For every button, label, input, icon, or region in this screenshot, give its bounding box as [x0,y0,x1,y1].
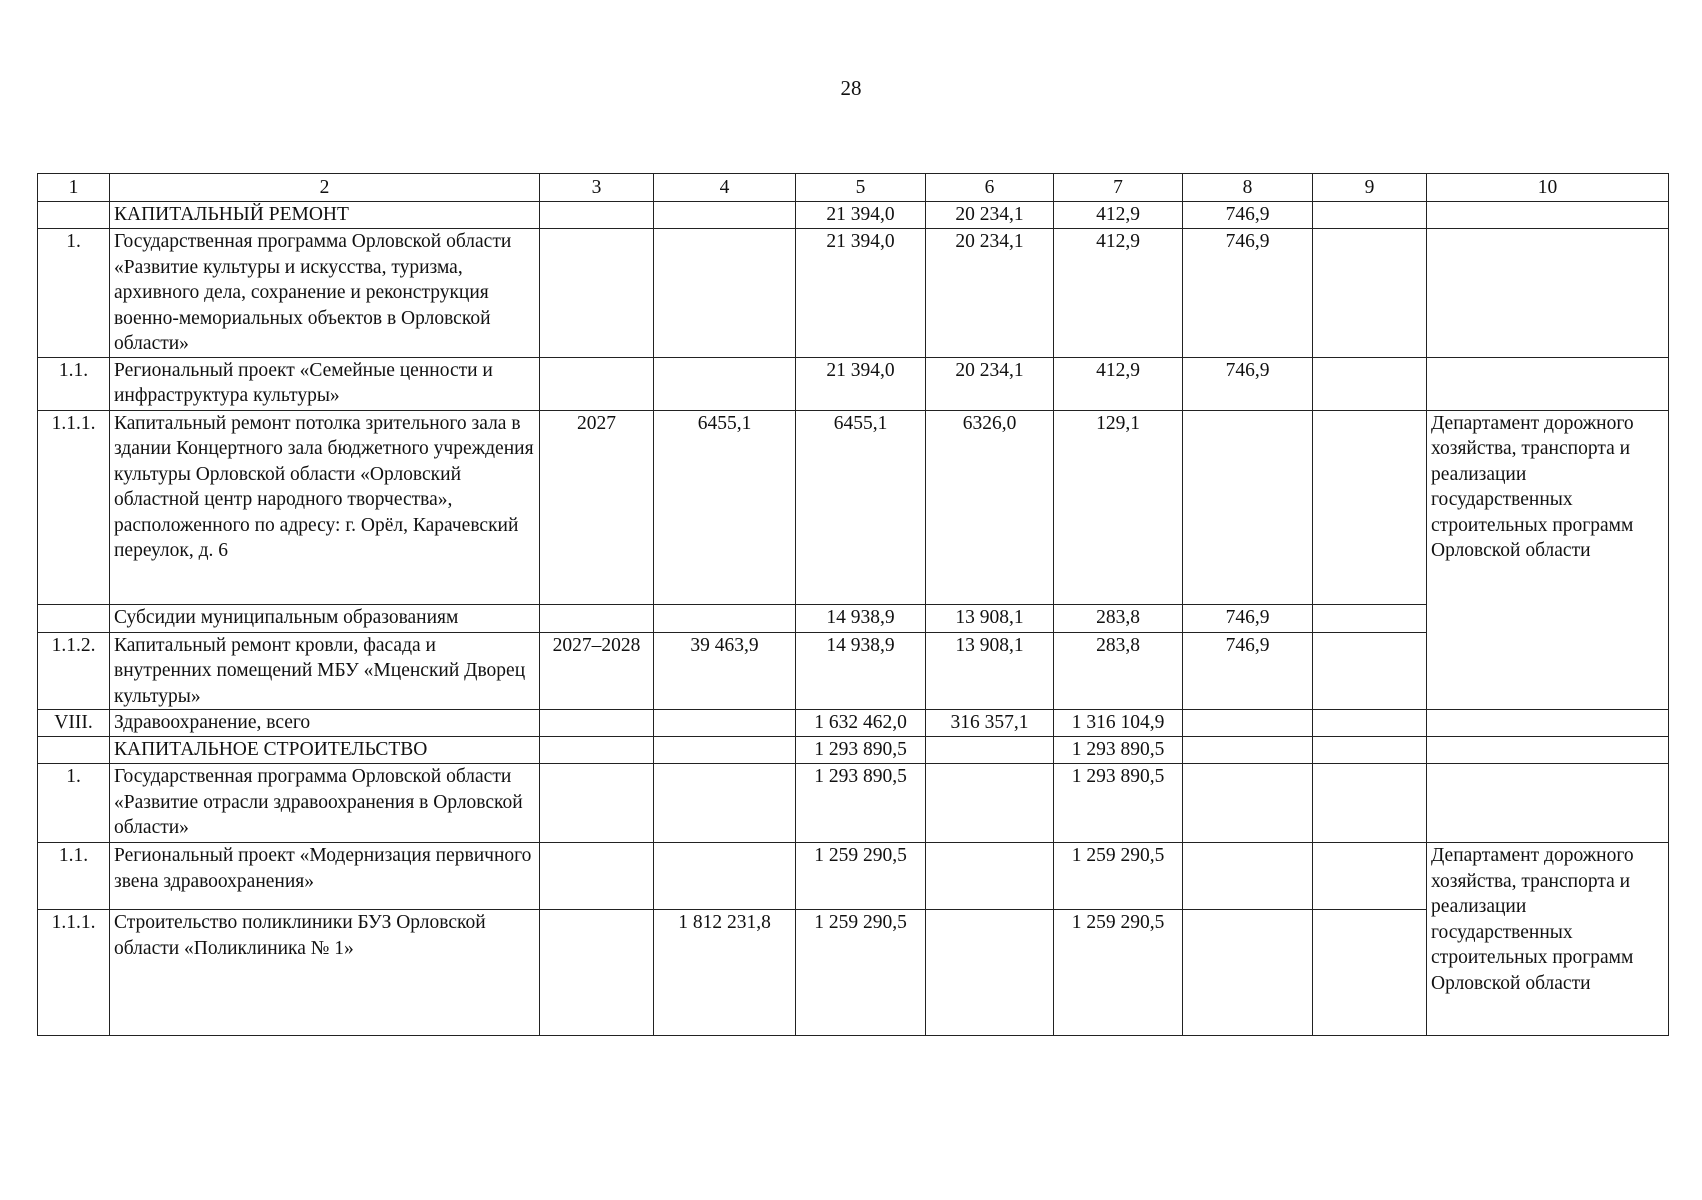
cell-value [1313,604,1427,632]
cell-value: 21 394,0 [796,202,926,229]
cell-value [926,843,1054,910]
cell-year [540,764,654,843]
budget-table [37,173,1669,1036]
cell-value [1183,710,1313,737]
cell-year: 2027 [540,410,654,604]
cell-department [1427,202,1669,229]
cell-value: 1 259 290,5 [796,910,926,1036]
cell-value: 1 316 104,9 [1054,710,1183,737]
cell-value: 1 632 462,0 [796,710,926,737]
cell-value [1313,737,1427,764]
cell-value [1183,843,1313,910]
cell-value [654,202,796,229]
column-header: 4 [654,174,796,202]
cell-value: 6455,1 [796,410,926,604]
table-row [38,357,1669,410]
cell-value: 20 234,1 [926,357,1054,410]
cell-value: 1 259 290,5 [796,843,926,910]
table-row [38,910,1669,1036]
cell-value: 21 394,0 [796,229,926,358]
row-title: Региональный проект «Семейные ценности и инфраструктура культуры» [110,357,540,410]
cell-value [654,604,796,632]
column-header: 3 [540,174,654,202]
cell-value [654,229,796,358]
row-number: 1.1.1. [38,410,110,604]
cell-year [540,710,654,737]
page-number: 28 [840,76,862,100]
cell-value: 412,9 [1054,229,1183,358]
row-title: Субсидии муниципальным образованиям [110,604,540,632]
cell-value [1313,764,1427,843]
cell-value: 1 812 231,8 [654,910,796,1036]
cell-value: 316 357,1 [926,710,1054,737]
cell-value [1183,910,1313,1036]
column-header: 5 [796,174,926,202]
cell-year [540,737,654,764]
table-row [38,229,1669,358]
cell-value: 39 463,9 [654,632,796,710]
cell-value: 746,9 [1183,604,1313,632]
row-title: Строительство поликлиники БУЗ Орловской области «Поликлиника № 1» [110,910,540,1036]
header-row [38,174,1669,202]
table-row [38,764,1669,843]
cell-value: 6326,0 [926,410,1054,604]
row-title: КАПИТАЛЬНЫЙ РЕМОНТ [110,202,540,229]
row-title: Здравоохранение, всего [110,710,540,737]
cell-value: 283,8 [1054,632,1183,710]
row-number: VIII. [38,710,110,737]
cell-value: 1 259 290,5 [1054,843,1183,910]
row-number: 1.1.1. [38,910,110,1036]
cell-value: 1 259 290,5 [1054,910,1183,1036]
row-number: 1. [38,764,110,843]
cell-value: 1 293 890,5 [796,737,926,764]
cell-value [654,764,796,843]
cell-value: 412,9 [1054,202,1183,229]
cell-value [654,843,796,910]
cell-value: 21 394,0 [796,357,926,410]
cell-value [926,737,1054,764]
cell-year [540,910,654,1036]
column-header: 6 [926,174,1054,202]
cell-value: 14 938,9 [796,604,926,632]
cell-year [540,202,654,229]
column-header: 10 [1427,174,1669,202]
cell-department [1427,357,1669,410]
cell-year [540,229,654,358]
cell-value: 20 234,1 [926,229,1054,358]
cell-value [654,710,796,737]
cell-value [1313,357,1427,410]
table-row [38,604,1669,632]
row-title: Капитальный ремонт кровли, фасада и внутренних помещений МБУ «Мценский Дворец культуры» [110,632,540,710]
cell-year: 2027–2028 [540,632,654,710]
cell-year [540,604,654,632]
cell-department: Департамент дорожного хозяйства, транспорта и реализации государственных строительных программ Орловской области [1427,843,1669,1036]
cell-value: 13 908,1 [926,604,1054,632]
cell-value: 1 293 890,5 [1054,737,1183,764]
cell-value [654,737,796,764]
cell-value: 1 293 890,5 [1054,764,1183,843]
cell-department [1427,710,1669,737]
table-row [38,710,1669,737]
cell-value [1313,710,1427,737]
cell-department [1427,229,1669,358]
cell-value [1313,910,1427,1036]
cell-value [1183,410,1313,604]
cell-year [540,843,654,910]
cell-year [540,357,654,410]
row-number: 1. [38,229,110,358]
row-number: 1.1.2. [38,632,110,710]
column-header: 9 [1313,174,1427,202]
column-header: 1 [38,174,110,202]
row-title: Государственная программа Орловской области «Развитие культуры и искусства, туризма, архивного дела, сохранение и реконструкция военно-мемориальных объектов в Орловской области» [110,229,540,358]
row-number [38,737,110,764]
cell-value: 129,1 [1054,410,1183,604]
cell-value: 746,9 [1183,357,1313,410]
cell-value: 746,9 [1183,229,1313,358]
cell-value: 746,9 [1183,632,1313,710]
cell-value: 283,8 [1054,604,1183,632]
cell-value [926,910,1054,1036]
cell-value [1183,737,1313,764]
cell-value: 746,9 [1183,202,1313,229]
cell-value [1313,410,1427,604]
column-header: 8 [1183,174,1313,202]
cell-value: 1 293 890,5 [796,764,926,843]
cell-value: 6455,1 [654,410,796,604]
row-title: КАПИТАЛЬНОЕ СТРОИТЕЛЬСТВО [110,737,540,764]
table-row [38,737,1669,764]
cell-value [1313,202,1427,229]
column-header: 7 [1054,174,1183,202]
table-row [38,632,1669,710]
cell-value: 13 908,1 [926,632,1054,710]
cell-value: 20 234,1 [926,202,1054,229]
cell-department [1427,737,1669,764]
row-title: Региональный проект «Модернизация первичного звена здравоохранения» [110,843,540,910]
cell-department: Департамент дорожного хозяйства, транспорта и реализации государственных строительных программ Орловской области [1427,410,1669,710]
cell-value [1183,764,1313,843]
cell-department [1427,764,1669,843]
cell-value: 14 938,9 [796,632,926,710]
cell-value [1313,843,1427,910]
table-row [38,843,1669,910]
cell-value [1313,229,1427,358]
row-number: 1.1. [38,843,110,910]
row-title: Государственная программа Орловской области «Развитие отрасли здравоохранения в Орловской области» [110,764,540,843]
row-number: 1.1. [38,357,110,410]
row-title: Капитальный ремонт потолка зрительного зала в здании Концертного зала бюджетного учреждения культуры Орловской области «Орловский областной центр народного творчества», расположенного по адресу: г. Орёл, Карачевский переулок, д. 6 [110,410,540,604]
cell-value [1313,632,1427,710]
table-row [38,202,1669,229]
cell-value [654,357,796,410]
row-number [38,202,110,229]
table-row [38,410,1669,604]
cell-value [926,764,1054,843]
row-number [38,604,110,632]
cell-value: 412,9 [1054,357,1183,410]
column-header: 2 [110,174,540,202]
